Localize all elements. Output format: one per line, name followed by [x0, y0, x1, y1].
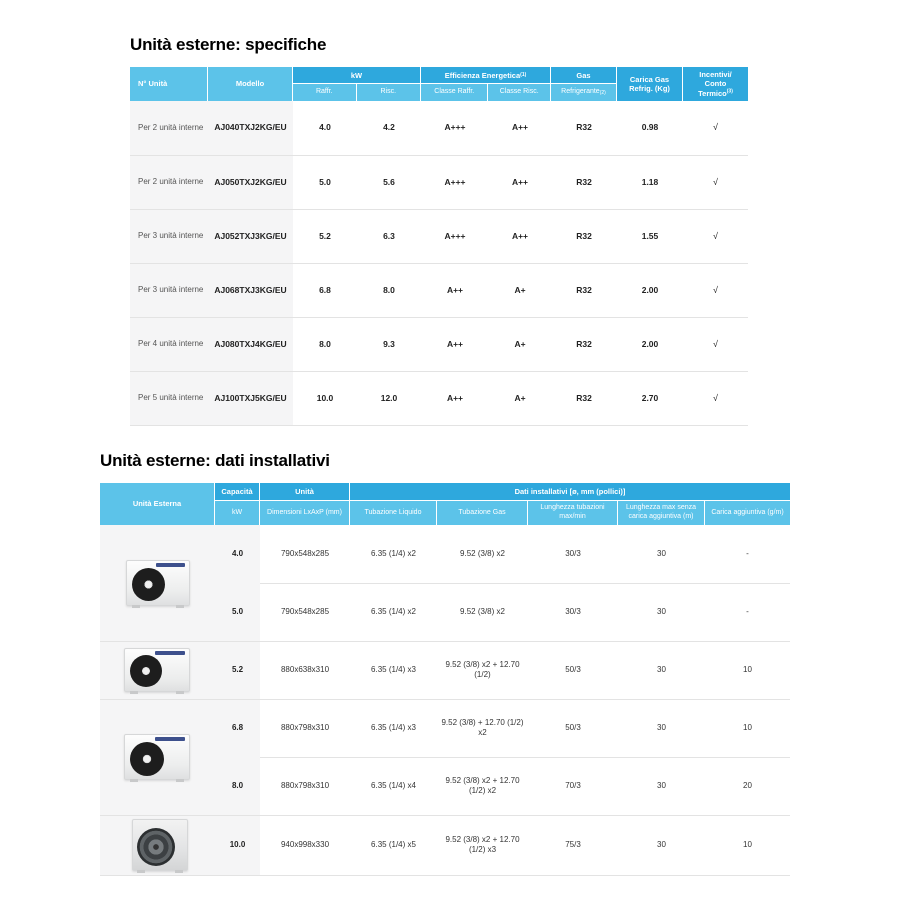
header-group-dati-installativi	[350, 483, 790, 525]
cell-capacita: 5.2	[215, 641, 260, 699]
cell-capacita: 5.0	[215, 583, 260, 641]
table-specifiche	[130, 67, 748, 426]
cell-kw-risc: 12.0	[380, 392, 398, 403]
cell-incentivi-check: √	[713, 122, 718, 133]
outdoor-unit-image	[124, 734, 190, 780]
cell-capacita: 10.0	[215, 815, 260, 875]
header-unita: Unità	[260, 483, 349, 501]
cell-dimensioni: 940x998x330	[280, 839, 330, 849]
header-kw: kW	[293, 67, 420, 84]
cell-incentivi-check: √	[713, 230, 718, 241]
unit-foot	[130, 691, 138, 694]
page-title-dati-installativi: Unità esterne: dati installativi	[100, 451, 330, 470]
cell-modello: AJ050TXJ2KG/EU	[208, 156, 293, 209]
header-dati-installativi: Dati installativi [ø, mm (pollici)]	[350, 483, 790, 501]
page-title-specifiche: Unità esterne: specifiche	[130, 35, 327, 54]
table-row	[100, 757, 790, 815]
cell-modello: AJ100TXJ5KG/EU	[208, 372, 293, 425]
cell-n-unita: Per 4 unità interne	[130, 318, 208, 371]
cell-lunghezza-max: 30	[657, 664, 666, 674]
samsung-logo-strip	[155, 651, 185, 655]
cell-tubazione-gas: 9.52 (3/8) x2 + 12.70 (1/2) x3	[445, 834, 520, 854]
cell-classe-risc: A+	[514, 392, 526, 403]
table-row	[130, 209, 748, 263]
cell-lunghezza-tubazioni: 50/3	[565, 664, 581, 674]
cell-n-unita: Per 2 unità interne	[130, 156, 208, 209]
table-row	[130, 371, 748, 425]
cell-carica-aggiuntiva: 10	[743, 664, 752, 674]
cell-tubazione-liquido: 6.35 (1/4) x4	[371, 780, 416, 790]
cell-dimensioni: 880x638x310	[280, 664, 330, 674]
cell-dimensioni: 790x548x285	[280, 548, 330, 558]
cell-kw-raffr: 5.2	[319, 230, 331, 241]
cell-carica-aggiuntiva: 10	[743, 722, 752, 732]
header-carica-gas: Carica Gas Refrig. (Kg)	[617, 67, 683, 101]
header-incentivi: Incentivi/ Conto Termico$^{(3)}$	[683, 67, 748, 101]
header-classe-risc: Classe Risc.	[488, 84, 550, 101]
cell-kw-risc: 4.2	[383, 122, 395, 133]
header-modello: Modello	[208, 67, 293, 101]
cell-carica: 1.55	[641, 230, 659, 241]
cell-carica-aggiuntiva: 20	[743, 780, 752, 790]
cell-tubazione-liquido: 6.35 (1/4) x5	[371, 839, 416, 849]
cell-carica: 1.18	[641, 176, 659, 187]
unit-foot	[176, 779, 184, 782]
section-dati-installativi	[100, 451, 790, 876]
fan-icon	[132, 568, 165, 601]
cell-carica: 0.98	[641, 122, 659, 133]
cell-carica: 2.00	[641, 338, 659, 349]
cell-kw-risc: 8.0	[383, 284, 395, 295]
table-row	[130, 101, 748, 155]
header-efficienza: Efficienza Energetica (1)	[421, 67, 550, 84]
cell-classe-raffr: A+++	[444, 230, 466, 241]
cell-lunghezza-max: 30	[657, 780, 666, 790]
cell-classe-raffr: A++	[446, 392, 464, 403]
cell-kw-raffr: 4.0	[319, 122, 331, 133]
cell-gas: R32	[576, 122, 592, 133]
cell-kw-risc: 5.6	[383, 176, 395, 187]
header-gas: Gas	[551, 67, 616, 84]
row-divider	[100, 699, 790, 700]
row-divider	[260, 583, 790, 584]
cell-lunghezza-tubazioni: 50/3	[565, 722, 581, 732]
cell-dimensioni: 880x798x310	[280, 780, 330, 790]
unit-foot	[176, 605, 184, 608]
cell-tubazione-liquido: 6.35 (1/4) x3	[371, 722, 416, 732]
unit-foot	[137, 870, 145, 873]
table-row	[130, 263, 748, 317]
header-group-kw	[293, 67, 421, 101]
cell-kw-risc: 6.3	[383, 230, 395, 241]
header-group-unita	[260, 483, 350, 525]
cell-modello: AJ068TXJ3KG/EU	[208, 264, 293, 317]
header-group-efficienza	[421, 67, 551, 101]
table-row	[100, 815, 790, 875]
unit-foot	[130, 779, 138, 782]
header-unita-esterna: Unità Esterna	[100, 483, 215, 525]
row-divider	[100, 815, 790, 816]
cell-incentivi-check: √	[713, 176, 718, 187]
cell-incentivi-check: √	[713, 338, 718, 349]
table-dati-body	[100, 525, 790, 876]
header-lunghezza-tubazioni: Lunghezza tubazioni max/min	[528, 501, 618, 525]
table-specifiche-body	[130, 101, 748, 426]
cell-kw-risc: 9.3	[383, 338, 395, 349]
row-divider	[100, 641, 790, 642]
cell-carica: 2.00	[641, 284, 659, 295]
cell-lunghezza-tubazioni: 30/3	[565, 606, 581, 616]
cell-gas: R32	[576, 230, 592, 241]
cell-lunghezza-tubazioni: 70/3	[565, 780, 581, 790]
cell-classe-risc: A++	[511, 122, 529, 133]
header-group-gas	[551, 67, 617, 101]
cell-gas: R32	[576, 284, 592, 295]
cell-classe-raffr: A++	[446, 284, 464, 295]
header-n-unita: N° Unità	[130, 67, 208, 101]
table-dati-installativi	[100, 483, 790, 876]
cell-incentivi-check: √	[713, 392, 718, 403]
header-carica-aggiuntiva: Carica aggiuntiva (g/m)	[705, 501, 790, 525]
header-group-capacita	[215, 483, 260, 525]
table-row	[130, 155, 748, 209]
unit-foot	[175, 870, 183, 873]
cell-n-unita: Per 3 unità interne	[130, 210, 208, 263]
header-capacita: Capacità	[215, 483, 259, 501]
cell-modello: AJ080TXJ4KG/EU	[208, 318, 293, 371]
header-kw-risc: Risc.	[357, 84, 421, 101]
header-tubazione-gas: Tubazione Gas	[437, 501, 528, 525]
cell-tubazione-liquido: 6.35 (1/4) x2	[371, 548, 416, 558]
cell-lunghezza-tubazioni: 30/3	[565, 548, 581, 558]
table-specifiche-header	[130, 67, 748, 101]
cell-lunghezza-max: 30	[657, 839, 666, 849]
cell-gas: R32	[576, 392, 592, 403]
cell-kw-raffr: 10.0	[316, 392, 334, 403]
cell-n-unita: Per 3 unità interne	[130, 264, 208, 317]
cell-tubazione-gas: 9.52 (3/8) x2 + 12.70 (1/2) x2	[445, 775, 520, 795]
cell-lunghezza-max: 30	[657, 606, 666, 616]
header-lunghezza-max: Lunghezza max senza carica aggiuntiva (m)	[618, 501, 705, 525]
cell-capacita: 6.8	[215, 699, 260, 757]
cell-classe-risc: A++	[511, 230, 529, 241]
table-row	[100, 583, 790, 641]
cell-dimensioni: 790x548x285	[280, 606, 330, 616]
cell-tubazione-liquido: 6.35 (1/4) x3	[371, 664, 416, 674]
header-kw-raffr: Raffr.	[293, 84, 357, 101]
cell-classe-raffr: A+++	[444, 176, 466, 187]
samsung-logo-strip	[156, 563, 185, 567]
cell-classe-risc: A+	[514, 338, 526, 349]
cell-kw-raffr: 5.0	[319, 176, 331, 187]
unit-foot	[132, 605, 140, 608]
row-divider	[260, 757, 790, 758]
cell-incentivi-check: √	[713, 284, 718, 295]
fan-icon	[137, 828, 175, 866]
cell-carica: 2.70	[641, 392, 659, 403]
table-row	[130, 317, 748, 371]
header-capacita-kw: kW	[215, 501, 259, 525]
cell-dimensioni: 880x798x310	[280, 722, 330, 732]
fan-icon	[130, 655, 162, 687]
samsung-logo-strip	[155, 737, 185, 741]
cell-gas: R32	[576, 176, 592, 187]
header-classe-raffr: Classe Raffr.	[421, 84, 488, 101]
cell-classe-raffr: A++	[446, 338, 464, 349]
cell-capacita: 8.0	[215, 757, 260, 815]
cell-lunghezza-max: 30	[657, 722, 666, 732]
cell-classe-risc: A++	[511, 176, 529, 187]
cell-modello: AJ052TXJ3KG/EU	[208, 210, 293, 263]
table-row	[100, 525, 790, 583]
cell-carica-aggiuntiva: -	[746, 606, 749, 616]
cell-classe-raffr: A+++	[444, 122, 466, 133]
cell-n-unita: Per 5 unità interne	[130, 372, 208, 425]
cell-kw-raffr: 8.0	[319, 338, 331, 349]
outdoor-unit-image	[126, 560, 190, 606]
cell-classe-risc: A+	[514, 284, 526, 295]
cell-tubazione-gas: 9.52 (3/8) x2 + 12.70 (1/2)	[445, 659, 520, 679]
cell-modello: AJ040TXJ2KG/EU	[208, 101, 293, 155]
cell-tubazione-liquido: 6.35 (1/4) x2	[371, 606, 416, 616]
footnote-marker: (3)	[726, 88, 733, 95]
table-dati-header	[100, 483, 790, 525]
cell-carica-aggiuntiva: 10	[743, 839, 752, 849]
outdoor-unit-image	[124, 648, 190, 692]
cell-tubazione-gas: 9.52 (3/8) + 12.70 (1/2) x2	[441, 717, 524, 737]
cell-n-unita: Per 2 unità interne	[130, 101, 208, 155]
header-dimensioni: Dimensioni LxAxP (mm)	[260, 501, 349, 525]
cell-tubazione-gas: 9.52 (3/8) x2	[460, 606, 505, 616]
header-refrigerante: Refrigerante (2)	[551, 84, 616, 101]
unit-foot	[176, 691, 184, 694]
cell-gas: R32	[576, 338, 592, 349]
cell-kw-raffr: 6.8	[319, 284, 331, 295]
cell-carica-aggiuntiva: -	[746, 548, 749, 558]
header-tubazione-liquido: Tubazione Liquido	[350, 501, 437, 525]
cell-lunghezza-max: 30	[657, 548, 666, 558]
cell-capacita: 4.0	[215, 525, 260, 583]
fan-icon	[130, 742, 164, 776]
cell-tubazione-gas: 9.52 (3/8) x2	[460, 548, 505, 558]
table-row	[100, 641, 790, 699]
section-specifiche	[130, 35, 748, 426]
cell-lunghezza-tubazioni: 75/3	[565, 839, 581, 849]
table-row	[100, 699, 790, 757]
outdoor-unit-image	[132, 819, 188, 871]
